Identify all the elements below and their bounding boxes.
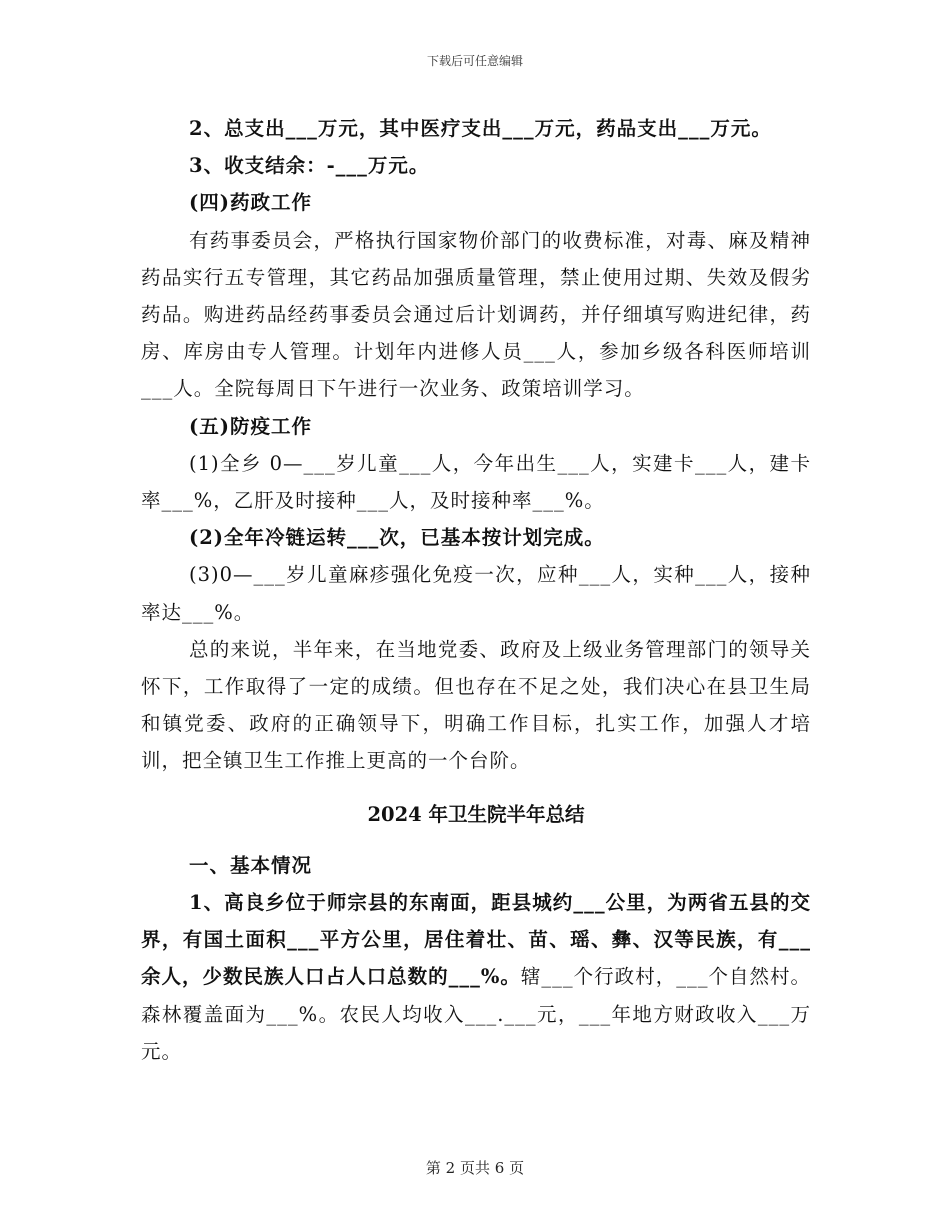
page-footer: 第 2 页共 6 页 <box>425 1159 525 1177</box>
paragraph-prevention-3: (3)0—___岁儿童麻疹强化免疫一次，应种___人，实种___人，接种率达___%。 <box>141 563 811 624</box>
admin-text: 辖___个行政村，___个自然村。森林覆盖面为___%。农民人均收入___.___元，___年地方财政收入___万元。 <box>141 965 811 1063</box>
paragraph-pharmacy: 有药事委员会，严格执行国家物价部门的收费标准，对毒、麻及精神药品实行五专管理，其它药品加强质量管理，禁止使用过期、失效及假劣药品。购进药品经药事委员会通过后计划调药，并仔细填写购进纪律，药房、库房由专人管理。计划年内进修人员___人，参加乡级各科医师培训___人。全院每周日下午进行一次业务、政策培训学习。 <box>141 228 811 401</box>
heading-basic-info: 一、基本情况 <box>189 853 313 877</box>
document-body <box>141 110 811 1070</box>
heading-epidemic-prevention: (五)防疫工作 <box>189 414 312 438</box>
location-text: 1、高良乡位于师宗县的东南面，距县城约___公里，为两省五县的交界，有国土面积___平方公里，居住着壮、苗、瑶、彝、汉等民族，有___余人，少数民族人口占人口总数的___%。 <box>141 891 811 989</box>
page-header: 下载后可任意编辑 <box>426 54 523 68</box>
paragraph-summary: 总的来说，半年来，在当地党委、政府及上级业务管理部门的领导关怀下，工作取得了一定的成绩。但也存在不足之处，我们决心在县卫生局和镇党委、政府的正确领导下，明确工作目标，扎实工作，加强人才培训，把全镇卫生工作推上更高的一个台阶。 <box>141 637 811 773</box>
heading-pharmacy-work: (四)药政工作 <box>189 191 312 215</box>
paragraph-balance: 3、收支结余：-___万元。 <box>189 154 430 178</box>
paragraph-total-expense: 2、总支出___万元，其中医疗支出___万元，药品支出___万元。 <box>189 117 772 140</box>
paragraph-location <box>141 884 811 1070</box>
paragraph-prevention-1: (1)全乡 0—___岁儿童___人，今年出生___人，实建卡___人，建卡率___%，乙肝及时接种___人，及时接种率___%。 <box>141 451 811 513</box>
paragraph-prevention-2: (2)全年冷链运转___次，已基本按计划完成。 <box>189 526 605 550</box>
section-title: 2024 年卫生院半年总结 <box>367 802 585 826</box>
